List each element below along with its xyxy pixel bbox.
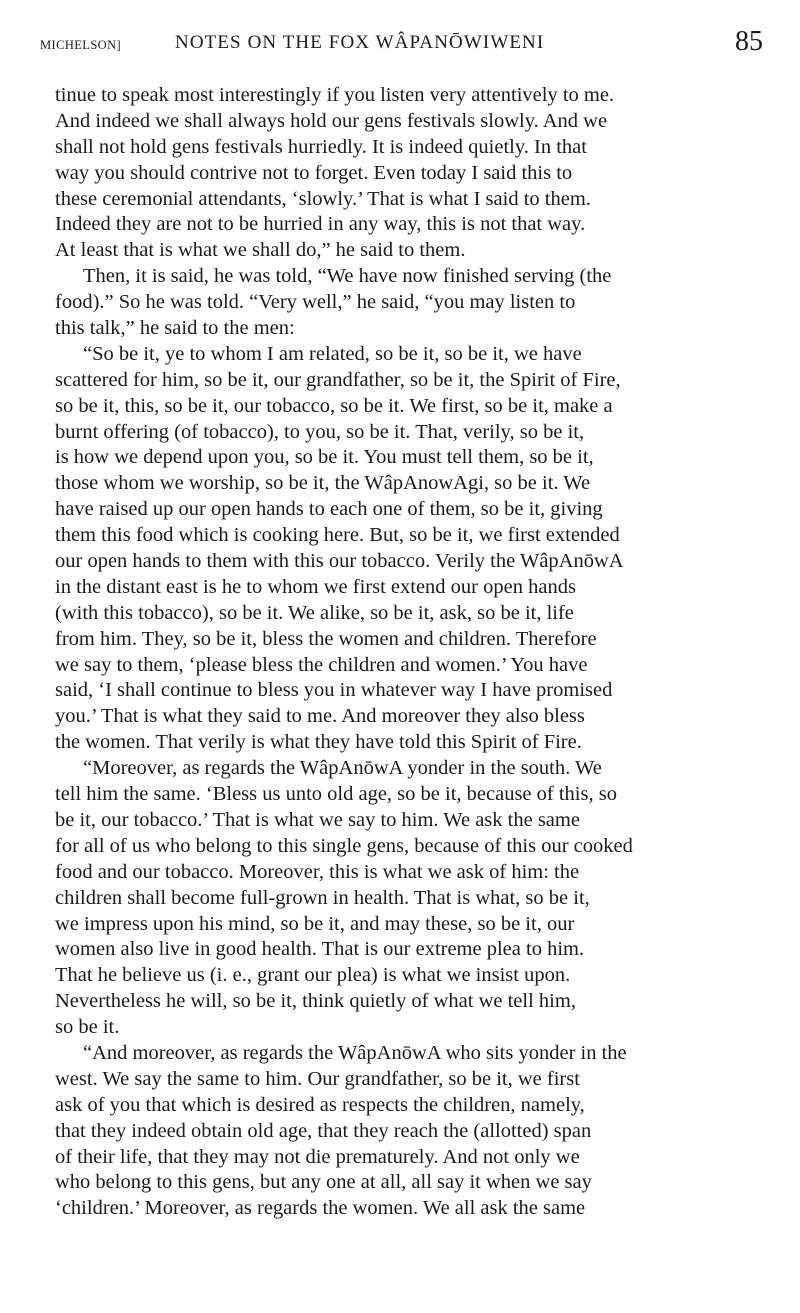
text-line: Indeed they are not to be hurried in any way, this is not that way. <box>55 213 586 236</box>
text-line: food).” So he was told. “Very well,” he said, “you may listen to <box>55 291 576 314</box>
text-line: At least that is what we shall do,” he said to them. <box>55 239 466 262</box>
text-line: our open hands to them with this our tobacco. Verily the WâpAnōwA <box>55 550 624 573</box>
text-line: tinue to speak most interestingly if you listen very attentively to me. <box>55 84 615 106</box>
text-line: in the distant east is he to whom we first extend our open hands <box>55 575 576 598</box>
page-header <box>40 26 763 62</box>
text-line: be it, our tobacco.’ That is what we say to him. We ask the same <box>55 808 580 831</box>
text-line: we say to them, ‘please bless the children and women.’ You have <box>55 653 588 676</box>
text-line: ask of you that which is desired as respects the children, namely, <box>55 1093 585 1116</box>
running-head-title: NOTES ON THE FOX WÂPANŌWIWENI <box>175 32 545 53</box>
text-line: Nevertheless he will, so be it, think quietly of what we tell him, <box>55 990 576 1013</box>
text-line: way you should contrive not to forget. Even today I said this to <box>55 161 573 184</box>
text-line: those whom we worship, so be it, the WâpAnowAgi, so be it. We <box>55 472 591 495</box>
text-line: them this food which is cooking here. But, so be it, we first extended <box>55 524 620 547</box>
text-line: west. We say the same to him. Our grandfather, so be it, we first <box>55 1067 580 1090</box>
text-line: And indeed we shall always hold our gens festivals slowly. And we <box>55 109 608 132</box>
text-line: we impress upon his mind, so be it, and may these, so be it, our <box>55 912 575 935</box>
text-line: who belong to this gens, but any one at all, all say it when we say <box>55 1171 592 1194</box>
text-line: that they indeed obtain old age, that they reach the (allotted) span <box>55 1119 592 1142</box>
text-line: children shall become full-grown in health. That is what, so be it, <box>55 886 590 909</box>
page-number: 85 <box>735 26 763 57</box>
text-line: so be it. <box>55 1016 120 1039</box>
paragraph-start-line: “So be it, ye to whom I am related, so be it, so be it, we have <box>83 342 582 365</box>
text-line: women also live in good health. That is our extreme plea to him. <box>55 938 585 961</box>
text-line: ‘children.’ Moreover, as regards the women. We all ask the same <box>55 1197 586 1220</box>
running-head-author: MICHELSON] <box>40 38 122 52</box>
paragraph-start-line: “Moreover, as regards the WâpAnōwA yonder in the south. We <box>83 757 602 780</box>
text-line: you.’ That is what they said to me. And moreover they also bless <box>55 705 585 728</box>
paragraph-start-line: Then, it is said, he was told, “We have now finished serving (the <box>83 265 612 288</box>
text-line: have raised up our open hands to each one of them, so be it, giving <box>55 498 603 521</box>
text-line: of their life, that they may not die prematurely. And not only we <box>55 1145 580 1168</box>
text-line: from him. They, so be it, bless the women and children. Therefore <box>55 627 597 650</box>
text-line: these ceremonial attendants, ‘slowly.’ That is what I said to them. <box>55 187 591 210</box>
text-line: (with this tobacco), so be it. We alike, so be it, ask, so be it, life <box>55 601 574 624</box>
text-line: tell him the same. ‘Bless us unto old age, so be it, because of this, so <box>55 783 617 806</box>
text-line: said, ‘I shall continue to bless you in whatever way I have promised <box>55 679 613 702</box>
text-line: the women. That verily is what they have told this Spirit of Fire. <box>55 731 582 754</box>
text-line: scattered for him, so be it, our grandfather, so be it, the Spirit of Fire, <box>55 368 621 391</box>
text-line: is how we depend upon you, so be it. You must tell them, so be it, <box>55 446 594 469</box>
body-text <box>55 83 763 1222</box>
text-line: food and our tobacco. Moreover, this is what we ask of him: the <box>55 860 580 883</box>
text-line: That he believe us (i. e., grant our plea) is what we insist upon. <box>55 964 571 987</box>
text-line: for all of us who belong to this single gens, because of this our cooked <box>55 834 633 857</box>
paragraph-start-line: “And moreover, as regards the WâpAnōwA who sits yonder in the <box>83 1041 627 1064</box>
text-line: burnt offering (of tobacco), to you, so be it. That, verily, so be it, <box>55 420 585 443</box>
text-line: shall not hold gens festivals hurriedly. It is indeed quietly. In that <box>55 135 587 158</box>
text-line: so be it, this, so be it, our tobacco, so be it. We first, so be it, make a <box>55 394 613 417</box>
text-line: this talk,” he said to the men: <box>55 317 295 340</box>
